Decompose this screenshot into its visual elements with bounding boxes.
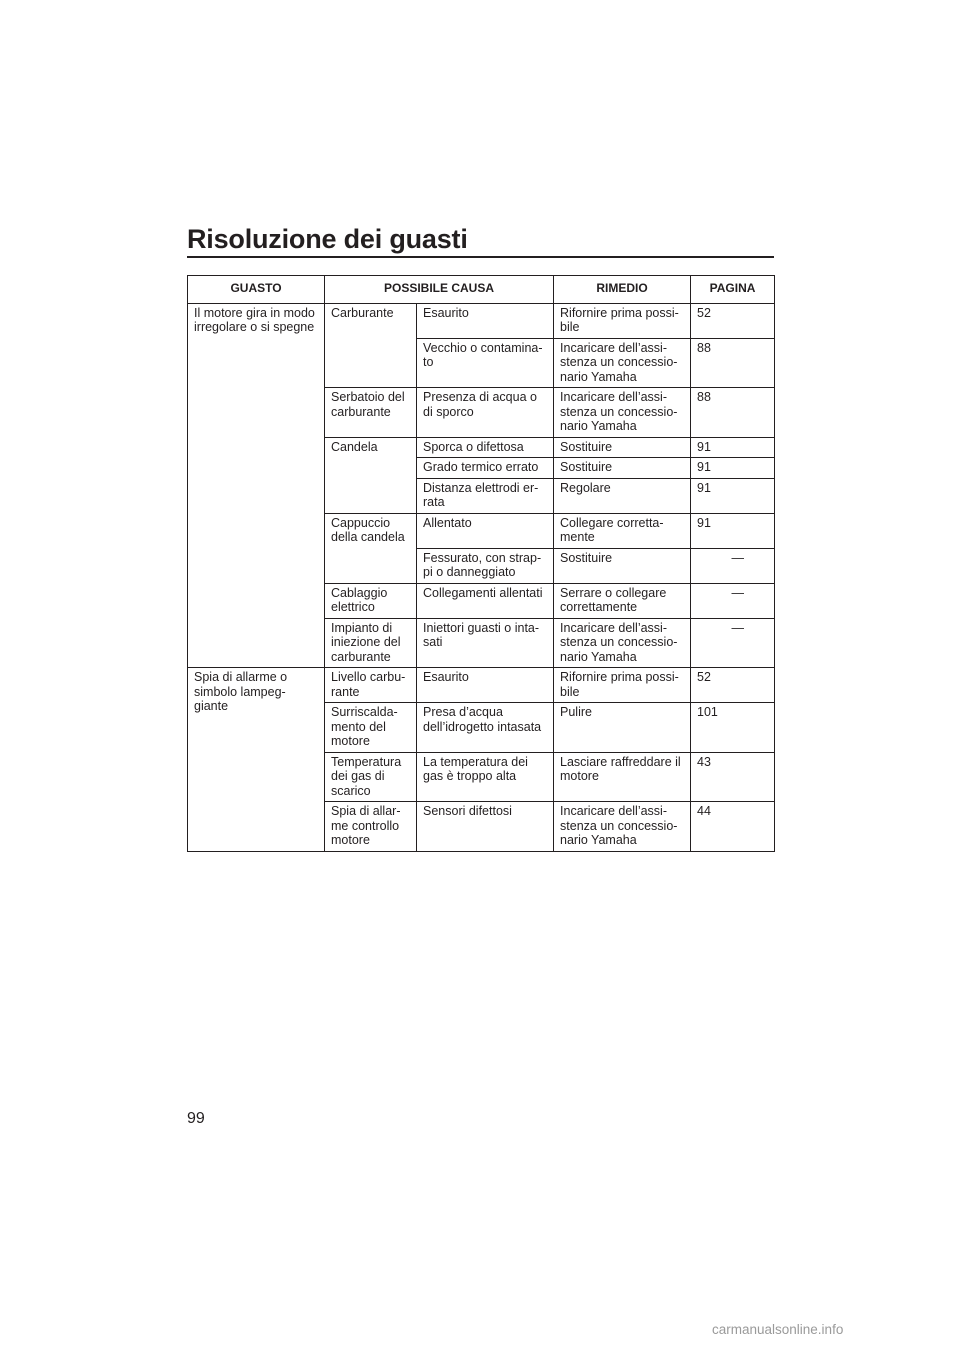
cause-cell: Sporca o difettosa	[417, 437, 554, 458]
fault-cell: Spia di allarme o simbolo lampeg-giante	[188, 668, 325, 852]
watermark: carmanualsonline.info	[712, 1322, 844, 1337]
remedy-cell: Serrare o collegare correttamente	[554, 583, 691, 618]
page-cell: —	[691, 618, 775, 668]
page-cell: 88	[691, 338, 775, 388]
page-cell: 91	[691, 458, 775, 479]
component-cell: Serbatoio del carburante	[325, 388, 417, 438]
component-cell: Candela	[325, 437, 417, 513]
component-cell: Carburante	[325, 303, 417, 388]
remedy-cell: Lasciare raffreddare il motore	[554, 752, 691, 802]
title-rule	[187, 256, 774, 258]
troubleshooting-table	[187, 275, 775, 852]
page-cell: 91	[691, 513, 775, 548]
cause-cell: La temperatura dei gas è troppo alta	[417, 752, 554, 802]
page-cell: 44	[691, 802, 775, 852]
cause-cell: Esaurito	[417, 668, 554, 703]
remedy-cell: Incaricare dell’assi-stenza un concessio-nario Yamaha	[554, 388, 691, 438]
table-header-row	[188, 276, 775, 304]
cause-cell: Presa d’acqua dell’idrogetto intasata	[417, 703, 554, 753]
page-cell: —	[691, 583, 775, 618]
page-cell: —	[691, 548, 775, 583]
cause-cell: Presenza di acqua o di sporco	[417, 388, 554, 438]
page-cell: 91	[691, 478, 775, 513]
remedy-cell: Sostituire	[554, 437, 691, 458]
cause-cell: Sensori difettosi	[417, 802, 554, 852]
page-cell: 43	[691, 752, 775, 802]
component-cell: Cappuccio della candela	[325, 513, 417, 583]
remedy-cell: Incaricare dell’assi-stenza un concessio-nario Yamaha	[554, 618, 691, 668]
component-cell: Livello carbu-rante	[325, 668, 417, 703]
table-row	[188, 668, 775, 703]
remedy-cell: Incaricare dell’assi-stenza un concessio-nario Yamaha	[554, 802, 691, 852]
remedy-cell: Sostituire	[554, 548, 691, 583]
cause-cell: Collegamenti allentati	[417, 583, 554, 618]
page-cell: 52	[691, 668, 775, 703]
header-fault: GUASTO	[188, 276, 325, 304]
header-page: PAGINA	[691, 276, 775, 304]
page-cell: 88	[691, 388, 775, 438]
remedy-cell: Rifornire prima possi-bile	[554, 303, 691, 338]
page-number: 99	[187, 1110, 205, 1127]
page-cell: 52	[691, 303, 775, 338]
cause-cell: Iniettori guasti o inta-sati	[417, 618, 554, 668]
table-body	[188, 303, 775, 851]
remedy-cell: Pulire	[554, 703, 691, 753]
page-cell: 91	[691, 437, 775, 458]
remedy-cell: Sostituire	[554, 458, 691, 479]
cause-cell: Distanza elettrodi er-rata	[417, 478, 554, 513]
remedy-cell: Incaricare dell’assi-stenza un concessio-nario Yamaha	[554, 338, 691, 388]
component-cell: Spia di allar-me controllo motore	[325, 802, 417, 852]
remedy-cell: Rifornire prima possi-bile	[554, 668, 691, 703]
component-cell: Surriscalda-mento del motore	[325, 703, 417, 753]
page-cell: 101	[691, 703, 775, 753]
cause-cell: Allentato	[417, 513, 554, 548]
page-title: Risoluzione dei guasti	[187, 224, 468, 254]
cause-cell: Vecchio o contamina-to	[417, 338, 554, 388]
table-row	[188, 303, 775, 338]
component-cell: Impianto di iniezione del carburante	[325, 618, 417, 668]
header-remedy: RIMEDIO	[554, 276, 691, 304]
component-cell: Temperatura dei gas di scarico	[325, 752, 417, 802]
cause-cell: Esaurito	[417, 303, 554, 338]
remedy-cell: Collegare corretta-mente	[554, 513, 691, 548]
fault-cell: Il motore gira in modo irregolare o si spegne	[188, 303, 325, 668]
cause-cell: Grado termico errato	[417, 458, 554, 479]
remedy-cell: Regolare	[554, 478, 691, 513]
component-cell: Cablaggio elettrico	[325, 583, 417, 618]
header-cause: POSSIBILE CAUSA	[325, 276, 554, 304]
cause-cell: Fessurato, con strap-pi o danneggiato	[417, 548, 554, 583]
